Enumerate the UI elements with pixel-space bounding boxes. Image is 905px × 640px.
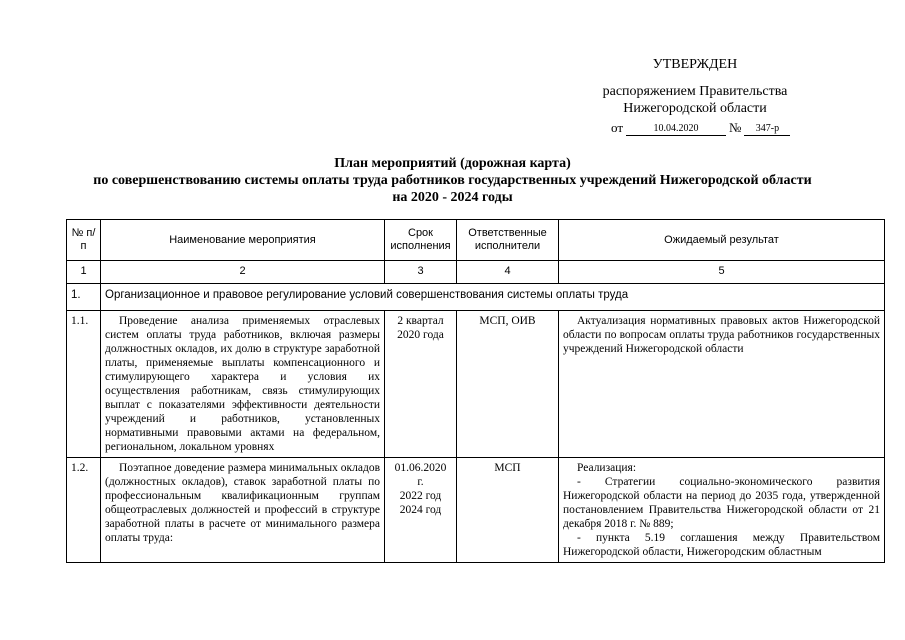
section-number: 1. <box>67 284 101 311</box>
row-responsible: МСП, ОИВ <box>457 311 559 458</box>
row-activity: Поэтапное доведение размера минимальных окладов (должностных окладов), ставок заработной платы по профессиональным квалификационным группам общеотраслевых должностей и профессий в структуре заработной платы в расчете от минимального размера оплаты труда: <box>101 458 385 563</box>
from-label: от <box>611 120 624 135</box>
title-line-3: на 2020 - 2024 годы <box>392 190 513 205</box>
result-line: - Стратегии социально-экономического развития Нижегородской области на период до 2035 года, утвержденной постановлением Правительства Нижегородской области от 21 декабря 2018 г. № 889; <box>563 476 880 530</box>
deadline-line: 2022 год <box>399 490 442 502</box>
deadline-line: 01.06.2020 <box>394 462 447 474</box>
row-number: 1.1. <box>67 311 101 458</box>
approval-date: 10.04.2020 <box>626 123 726 136</box>
row-result <box>559 458 885 563</box>
header-result: Ожидаемый результат <box>559 220 885 261</box>
header-row <box>67 220 885 261</box>
approval-date-number <box>560 119 830 136</box>
header-num: № п/п <box>67 220 101 261</box>
section-title: Организационное и правовое регулирование условий совершенствования системы оплаты труда <box>101 284 885 311</box>
result-line: Реализация: <box>577 462 637 474</box>
approval-line-2: Нижегородской области <box>623 101 767 116</box>
table-row <box>67 458 885 563</box>
result-line: Актуализация нормативных правовых актов Нижегородской области по вопросам оплаты труда работников государственных учреждений Нижегородской области <box>563 315 880 355</box>
row-deadline <box>385 458 457 563</box>
approved-heading: УТВЕРЖДЕН <box>652 57 738 72</box>
row-activity: Проведение анализа применяемых отраслевых систем оплаты труда работников, включая размеры должностных окладов, их долю в структуре заработной платы, применяемые выплаты компенсационного и стимулирующего характера и условия их осуществления работникам, связь стимулирующих выплат с показателями эффективности деятельности учреждений и работников, установленных нормативными правовыми актами на федеральном, региональном, локальном уровнях <box>101 311 385 458</box>
deadline-line: г. <box>417 476 424 488</box>
title-line-2: по совершенствованию системы оплаты труда работников государственных учреждений Нижегородской области <box>93 173 812 188</box>
header-name: Наименование мероприятия <box>101 220 385 261</box>
result-line: - пункта 5.19 соглашения между Правительством Нижегородской области, Нижегородским областным <box>563 532 880 558</box>
approval-number: 347-р <box>744 123 790 136</box>
plan-title <box>40 155 865 206</box>
column-number: 1 <box>67 261 101 284</box>
row-result <box>559 311 885 458</box>
approval-line-1: распоряжением Правительства <box>602 84 788 99</box>
deadline-line: 2024 год <box>399 504 442 516</box>
row-responsible: МСП <box>457 458 559 563</box>
table-row <box>67 311 885 458</box>
section-row <box>67 284 885 311</box>
row-deadline <box>385 311 457 458</box>
column-number: 3 <box>385 261 457 284</box>
deadline-line: 2020 года <box>397 329 444 341</box>
column-number: 4 <box>457 261 559 284</box>
column-number: 2 <box>101 261 385 284</box>
approval-block <box>560 56 830 136</box>
roadmap-table <box>66 219 885 563</box>
column-number: 5 <box>559 261 885 284</box>
number-label: № <box>729 120 742 135</box>
header-responsible: Ответственные исполнители <box>457 220 559 261</box>
title-line-1: План мероприятий (дорожная карта) <box>334 156 571 171</box>
deadline-line: 2 квартал <box>397 315 444 327</box>
column-number-row <box>67 261 885 284</box>
row-number: 1.2. <box>67 458 101 563</box>
header-deadline: Срок исполнения <box>385 220 457 261</box>
